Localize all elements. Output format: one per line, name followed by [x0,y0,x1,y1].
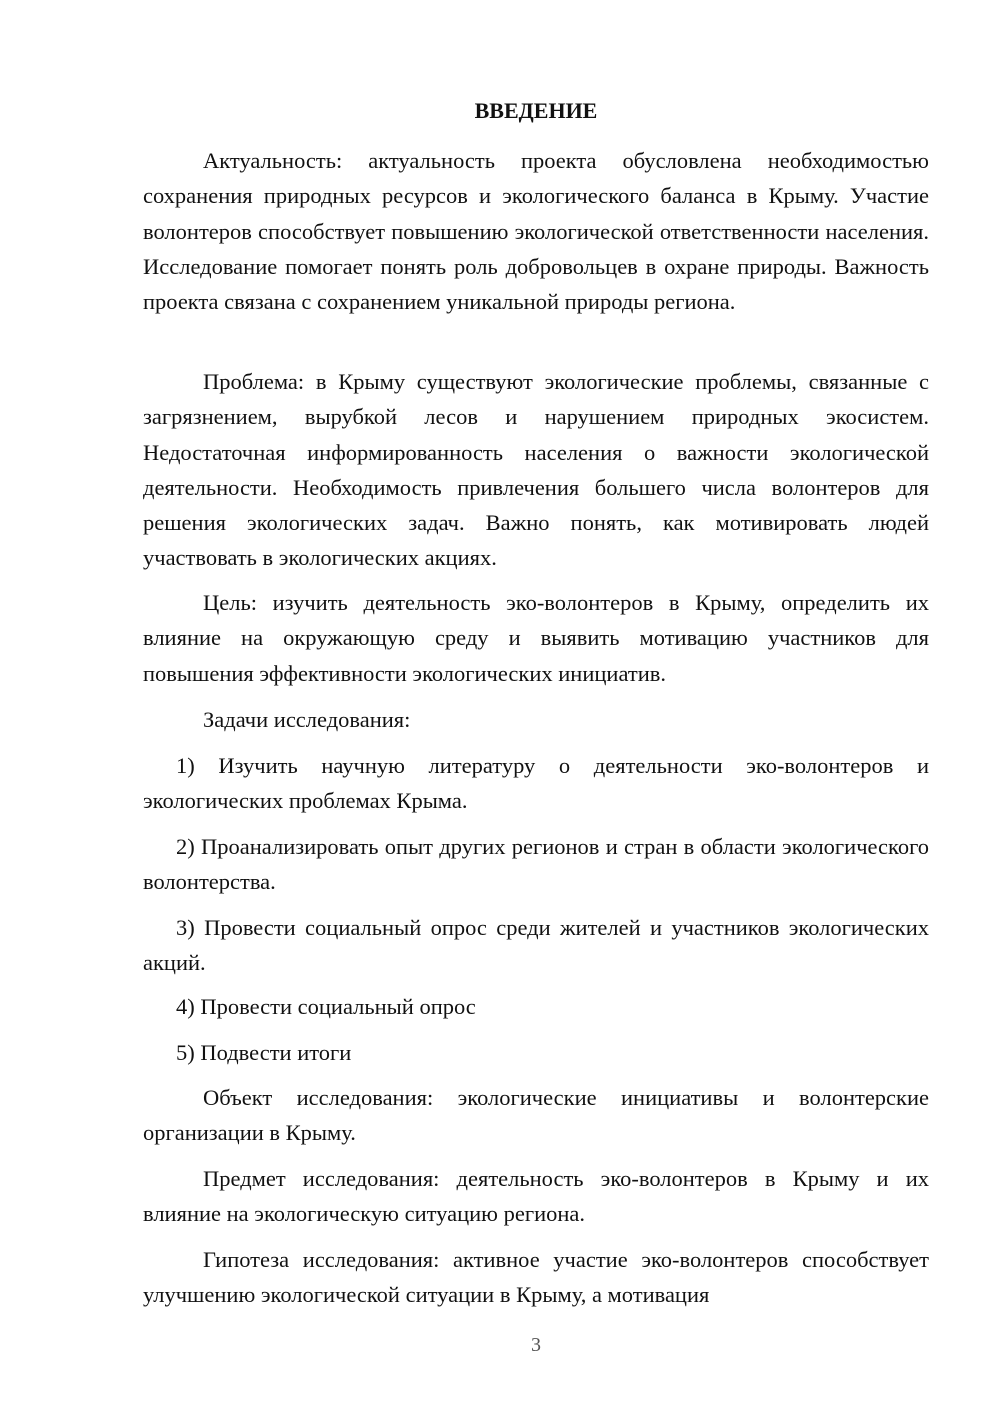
page-title: ВВЕДЕНИЕ [474,98,598,123]
task-item-2: 2) Проанализировать опыт других регионов и стран в области экологического волонтерства. [143,834,929,895]
subject-paragraph: Предмет исследования: деятельность эко-волонтеров в Крыму и их влияние на экологическую ситуацию региона. [143,1166,929,1227]
goal-paragraph: Цель: изучить деятельность эко-волонтеров в Крыму, определить их влияние на окружающую среду и выявить мотивацию участников для повышения эффективности экологических инициатив. [143,590,929,686]
task-item-5: 5) Подвести итоги [176,1040,352,1065]
task-item-4: 4) Провести социальный опрос [176,994,476,1019]
task-item-1: 1) Изучить научную литературу о деятельности эко-волонтеров и экологических проблемах Крыма. [143,753,929,814]
page-number: 3 [531,1334,541,1356]
problem-paragraph: Проблема: в Крыму существуют экологические проблемы, связанные с загрязнением, вырубкой лесов и нарушением природных экосистем. Недостаточная информированность населения о важности экологической деятельности. Необходимость привлечения большего числа волонтеров для решения экологических задач. Важно понять, как мотивировать людей участвовать в экологических акциях. [143,369,929,571]
relevance-paragraph: Актуальность: актуальность проекта обусловлена необходимостью сохранения природных ресурсов и экологического баланса в Крыму. Участие волонтеров способствует повышению экологической ответственности населения. Исследование помогает понять роль добровольцев в охране природы. Важность проекта связана с сохранением уникальной природы региона. [143,148,929,315]
tasks-heading: Задачи исследования: [203,707,411,732]
task-item-3: 3) Провести социальный опрос среди жителей и участников экологических акций. [143,915,929,976]
hypothesis-paragraph: Гипотеза исследования: активное участие эко-волонтеров способствует улучшению экологической ситуации в Крыму, а мотивация [143,1247,929,1308]
object-paragraph: Объект исследования: экологические инициативы и волонтерские организации в Крыму. [143,1085,929,1146]
